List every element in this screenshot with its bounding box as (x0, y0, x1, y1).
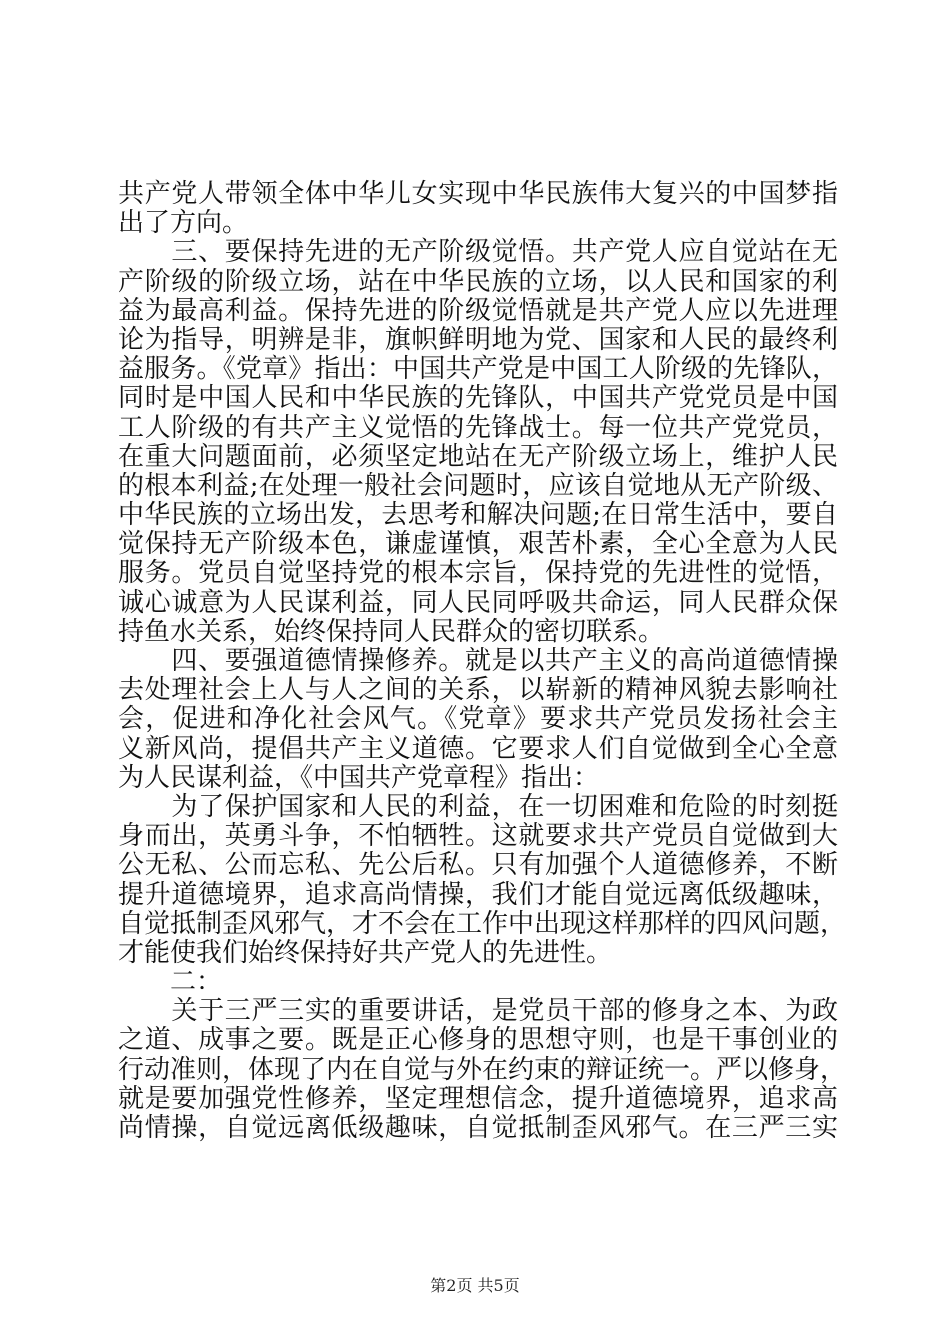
text-line: 自觉抵制歪风邪气，才不会在工作中出现这样那样的四风问题， (118, 908, 847, 939)
text-line: 同时是中国人民和中华民族的先锋队，中国共产党党员是中国 (118, 383, 838, 414)
text-line: 益服务。《党章》指出：中国共产党是中国工人阶级的先锋队， (118, 354, 838, 385)
text-line: 诚心诚意为人民谋利益，同人民同呼吸共命运，同人民群众保 (118, 587, 838, 618)
text-line: 出了方向。 (118, 208, 249, 239)
text-line: 为了保护国家和人民的利益，在一切困难和危险的时刻挺 (118, 791, 838, 822)
text-line: 尚情操，自觉远离低级趣味，自觉抵制歪风邪气。在三严三实 (118, 1113, 838, 1143)
text-line: 二： (118, 967, 223, 998)
text-line: 关于三严三实的重要讲话，是党员干部的修身之本、为政 (118, 996, 838, 1027)
text-line: 的根本利益;在处理一般社会问题时，应该自觉地从无产阶级、 (118, 470, 838, 501)
text-line: 为人民谋利益，《中国共产党章程》指出： (118, 762, 600, 793)
text-line: 四、要强道德情操修养。就是以共产主义的高尚道德情操 (118, 646, 838, 676)
text-line: 才能使我们始终保持好共产党人的先进性。 (118, 937, 613, 968)
document-body (118, 179, 847, 1143)
text-line: 身而出，英勇斗争，不怕牺牲。这就要求共产党员自觉做到大 (118, 821, 838, 852)
text-line: 行动准则，体现了内在自觉与外在约束的辩证统一。严以修身， (118, 1054, 847, 1085)
text-line: 义新风尚，提倡共产主义道德。它要求人们自觉做到全心全意 (118, 733, 838, 764)
text-line: 会，促进和净化社会风气。《党章》要求共产党员发扬社会主 (118, 704, 838, 735)
text-line: 之道、成事之要。既是正心修身的思想守则，也是干事创业的 (118, 1025, 838, 1056)
text-line: 服务。党员自觉坚持党的根本宗旨，保持党的先进性的觉悟， (118, 558, 838, 589)
text-line: 工人阶级的有共产主义觉悟的先锋战士。每一位共产党党员， (118, 412, 838, 443)
text-line: 在重大问题面前，必须坚定地站在无产阶级立场上，维护人民 (118, 441, 838, 472)
text-line: 持鱼水关系，始终保持同人民群众的密切联系。 (118, 616, 665, 647)
text-line: 去处理社会上人与人之间的关系，以崭新的精神风貌去影响社 (118, 675, 838, 706)
text-line: 就是要加强党性修养，坚定理想信念，提升道德境界，追求高 (118, 1083, 838, 1114)
text-line: 中华民族的立场出发，去思考和解决问题;在日常生活中，要自 (118, 500, 838, 531)
text-line: 觉保持无产阶级本色，谦虚谨慎，艰苦朴素，全心全意为人民 (118, 529, 838, 560)
text-line: 公无私、公而忘私、先公后私。只有加强个人道德修养，不断 (118, 850, 838, 881)
page-footer: 第2页 共5页 (430, 1276, 520, 1295)
text-line: 论为指导，明辨是非，旗帜鲜明地为党、国家和人民的最终利 (118, 324, 838, 355)
text-line: 产阶级的阶级立场，站在中华民族的立场，以人民和国家的利 (118, 266, 838, 297)
text-line: 提升道德境界，追求高尚情操，我们才能自觉远离低级趣味， (118, 879, 838, 910)
text-line: 三、要保持先进的无产阶级觉悟。共产党人应自觉站在无 (118, 237, 838, 268)
text-line: 共产党人带领全体中华儿女实现中华民族伟大复兴的中国梦指 (118, 179, 838, 209)
text-line: 益为最高利益。保持先进的阶级觉悟就是共产党人应以先进理 (118, 295, 838, 326)
